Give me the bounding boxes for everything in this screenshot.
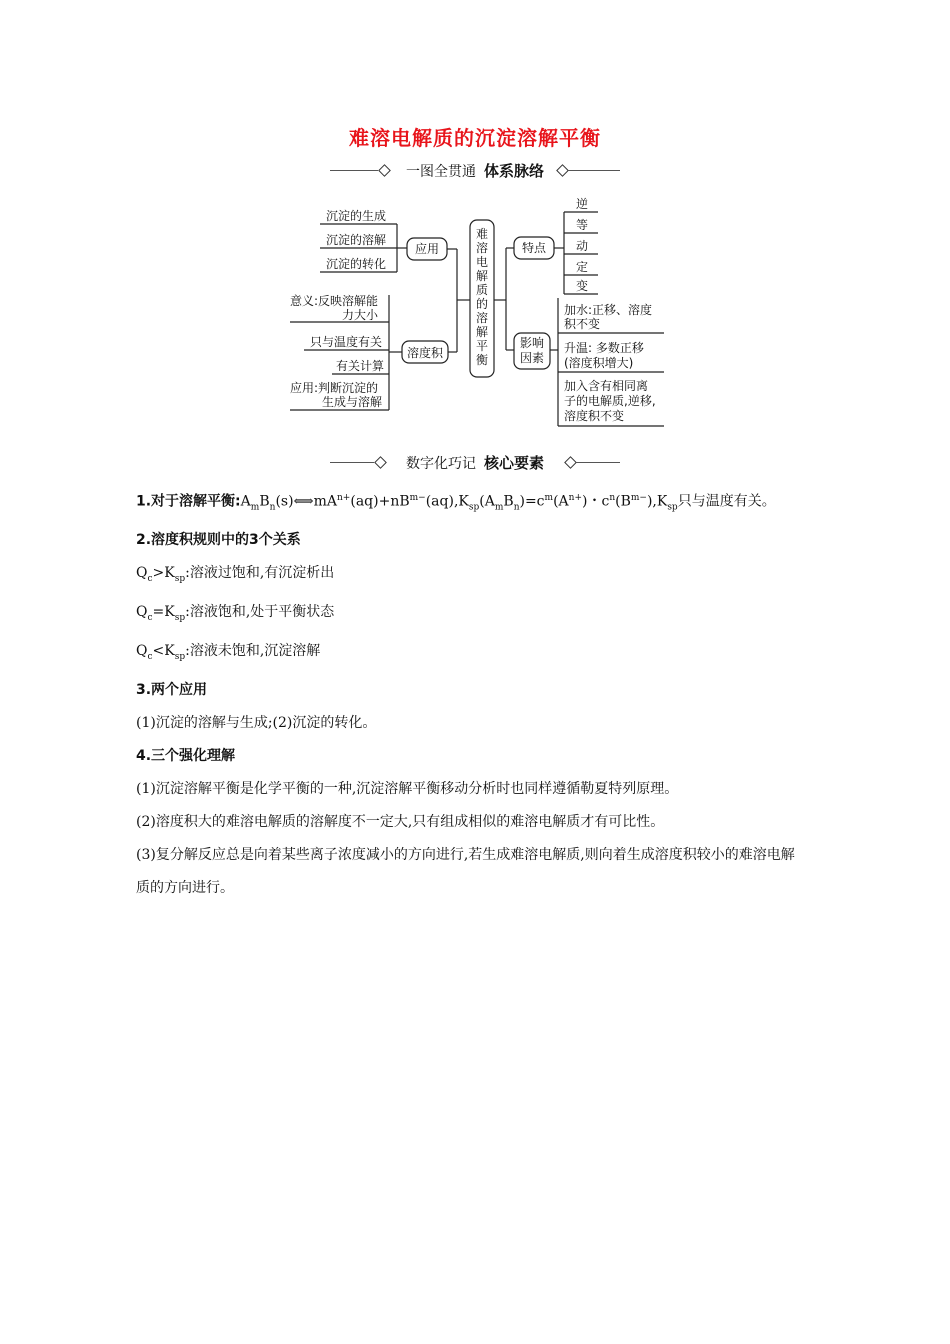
rule-line-3	[136, 635, 836, 674]
center-char-7: 溶	[476, 311, 489, 325]
app-node: 应用	[415, 242, 440, 256]
point-2-heading: 2.溶度积规则中的3个关系	[136, 532, 301, 549]
q-sub: c	[147, 651, 153, 662]
eq-part: A	[240, 493, 251, 510]
ksp-item-1a: 意义:反映溶解能	[290, 294, 379, 308]
eq-sub: n	[269, 502, 276, 513]
eq-sup: n	[609, 493, 616, 503]
eq-sub: m	[250, 502, 260, 513]
factor-item-3b: 子的电解质,逆移,	[564, 394, 656, 408]
point-3-text: (1)沉淀的溶解与生成;(2)沉淀的转化。	[136, 714, 377, 731]
q-symbol: Q	[136, 643, 148, 660]
app-item-3: 沉淀的转化	[326, 257, 387, 271]
center-char-2: 溶	[476, 241, 489, 255]
banner-text	[330, 160, 620, 181]
point-4-text-3: (3)复分解反应总是向着某些离子浓度减小的方向进行,若生成难溶电解质,则向着生成溶度积较小的难溶电解质的方向进行。	[136, 846, 795, 896]
eq-sup: n+	[568, 493, 582, 503]
rule-text: :溶液未饱和,沉淀溶解	[185, 643, 321, 660]
center-char-3: 电	[476, 255, 489, 269]
section-banner-overview	[330, 160, 620, 182]
center-char-5: 质	[476, 283, 489, 297]
eq-part: )=c	[519, 493, 545, 510]
rule-line-1	[136, 557, 836, 596]
point-1	[136, 482, 836, 524]
center-char-9: 平	[476, 339, 489, 353]
feature-item-1: 逆	[576, 197, 589, 211]
banner-text	[330, 452, 620, 473]
ksp-item-4a: 应用:判断沉淀的	[290, 381, 379, 395]
banner-bold-text: 核心要素	[483, 454, 544, 472]
feature-item-3: 动	[576, 239, 589, 253]
app-item-2: 沉淀的溶解	[326, 233, 387, 247]
point-3-heading: 3.两个应用	[136, 681, 208, 698]
ksp-item-4b: 生成与溶解	[322, 395, 383, 409]
eq-part: B	[259, 493, 270, 510]
eq-part: (B	[615, 493, 631, 510]
k-symbol: =K	[152, 604, 175, 621]
feature-item-5: 变	[576, 279, 589, 293]
eq-part: (aq),K	[425, 493, 469, 510]
eq-part: (aq)+nB	[350, 493, 410, 510]
factor-item-3c: 溶度积不变	[564, 409, 625, 423]
banner-light-text: 数字化巧记	[405, 456, 476, 472]
k-sub: sp	[174, 574, 186, 585]
center-char-10: 衡	[476, 353, 489, 367]
point-1-heading: 1.对于溶解平衡:	[136, 493, 241, 510]
eq-part: B	[503, 493, 514, 510]
center-char-4: 解	[476, 269, 489, 283]
feature-item-2: 等	[576, 218, 589, 232]
ksp-item-1b: 力大小	[342, 308, 379, 322]
banner-bold-text: 体系脉络	[483, 162, 544, 180]
q-sub: c	[147, 574, 153, 585]
factor-node-1: 影响	[520, 336, 545, 350]
center-char-8: 解	[476, 325, 489, 339]
q-sub: c	[147, 613, 153, 624]
eq-sup: m−	[409, 493, 426, 503]
page-title: 难溶电解质的沉淀溶解平衡	[349, 126, 601, 150]
eq-part: )・c	[582, 493, 610, 510]
equilibrium-arrow-icon: ⟺	[293, 493, 314, 510]
point-4-text-2: (2)溶度积大的难溶电解质的溶解度不一定大,只有组成相似的难溶电解质才有可比性。	[136, 813, 665, 830]
center-char-6: 的	[476, 297, 489, 311]
q-symbol: Q	[136, 565, 148, 582]
eq-part: (s)	[275, 493, 294, 510]
eq-sub: n	[513, 502, 520, 513]
eq-sup: n+	[337, 493, 351, 503]
factor-item-1a: 加水:正移、溶度	[564, 303, 653, 317]
factor-item-2a: 升温: 多数正移	[564, 341, 644, 355]
eq-sup: m−	[630, 493, 647, 503]
ksp-item-2: 只与温度有关	[310, 335, 383, 349]
eq-part: (A	[479, 493, 495, 510]
center-char-1: 难	[476, 227, 489, 241]
factor-item-1b: 积不变	[564, 317, 601, 331]
eq-sup: m	[544, 493, 554, 503]
eq-part: ),K	[646, 493, 668, 510]
factor-node-2: 因素	[520, 351, 545, 365]
eq-part: mA	[313, 493, 338, 510]
feature-node: 特点	[522, 241, 547, 255]
k-sub: sp	[174, 651, 186, 662]
k-sub: sp	[174, 613, 186, 624]
eq-sub: sp	[468, 502, 480, 513]
rule-text: :溶液饱和,处于平衡状态	[185, 604, 335, 621]
rule-line-2	[136, 596, 836, 635]
factor-item-3a: 加入含有相同离	[564, 379, 649, 393]
feature-item-4: 定	[576, 260, 589, 274]
eq-part: 只与温度有关。	[677, 493, 776, 510]
concept-map	[282, 190, 672, 430]
app-item-1: 沉淀的生成	[326, 209, 387, 223]
point-4-heading: 4.三个强化理解	[136, 747, 236, 764]
q-symbol: Q	[136, 604, 148, 621]
k-symbol: <K	[152, 643, 175, 660]
point-4-text-1: (1)沉淀溶解平衡是化学平衡的一种,沉淀溶解平衡移动分析时也同样遵循勒夏特列原理。	[136, 780, 679, 797]
k-symbol: >K	[152, 565, 175, 582]
factor-item-2b: (溶度积增大)	[564, 356, 634, 370]
ksp-item-3: 有关计算	[336, 359, 385, 373]
eq-part: (A	[553, 493, 569, 510]
eq-sub: m	[494, 502, 504, 513]
section-banner-key-points	[330, 452, 620, 474]
rule-text: :溶液过饱和,有沉淀析出	[185, 565, 335, 582]
eq-sub: sp	[667, 502, 678, 513]
ksp-node: 溶度积	[407, 346, 444, 360]
banner-light-text: 一图全贯通	[405, 164, 476, 180]
key-points	[136, 482, 836, 905]
